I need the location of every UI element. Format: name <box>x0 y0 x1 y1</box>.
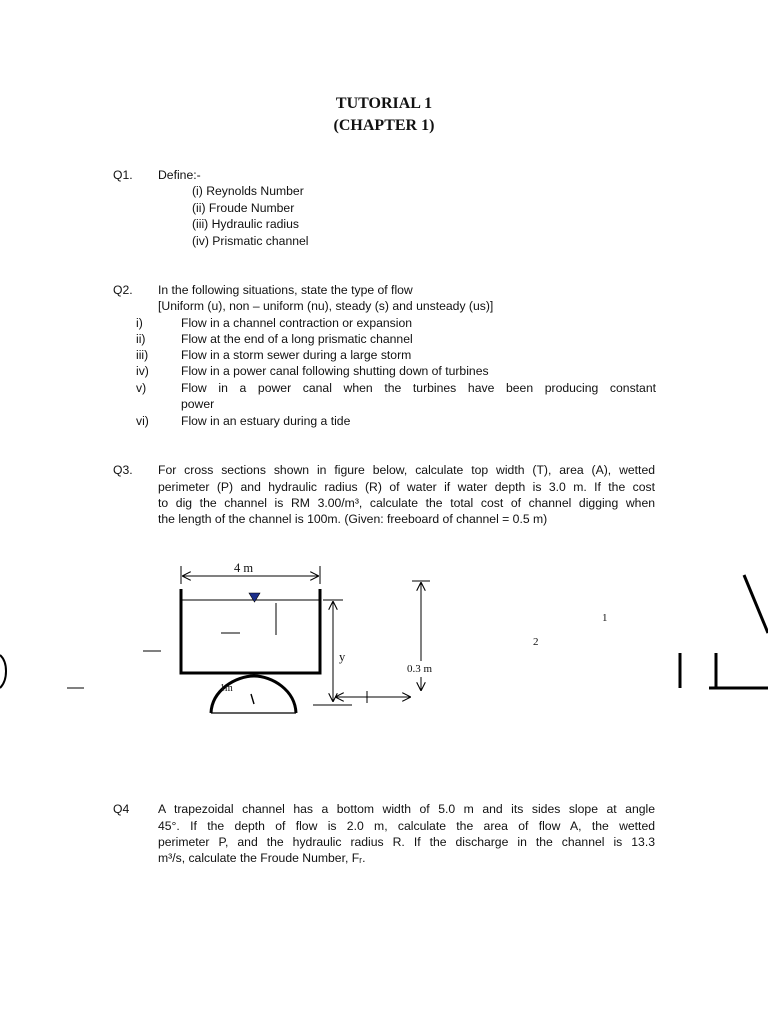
q2-item-text-continued: power <box>181 397 215 411</box>
q3-line-last: the length of the channel is 100m. (Given: freeboard of channel = 0.5 m) <box>158 512 548 526</box>
q2-item-number: vi) <box>136 414 149 428</box>
q2-item-number: ii) <box>136 332 146 346</box>
water-surface-icon <box>249 593 260 602</box>
q2-item-text: Flow in a power canal following shutting down of turbines <box>181 364 489 378</box>
freeboard-label: 0.3 m <box>407 663 433 675</box>
rectangular-channel <box>181 566 320 673</box>
page-subtitle: (CHAPTER 1) <box>333 117 435 134</box>
q1-number: Q1. <box>113 168 133 182</box>
base-dimension <box>313 691 410 705</box>
depth-label: y <box>339 650 346 664</box>
q4-line: 45°. If the depth of flow is 2.0 m, calculate the area of flow A, the wetted <box>158 819 655 833</box>
q2-item-text: Flow in a power canal when the turbines have been producing constant <box>181 381 656 395</box>
q3-line: perimeter (P) and hydraulic radius (R) of water if water depth is 3.0 m. If the cost <box>158 480 655 494</box>
q3-number: Q3. <box>113 463 133 477</box>
q1-item: (i) Reynolds Number <box>192 184 304 198</box>
q2-item-text: Flow in an estuary during a tide <box>181 414 351 428</box>
q2-lead-2: [Uniform (u), non – uniform (nu), steady (s) and unsteady (us)] <box>158 299 494 313</box>
q4-line: A trapezoidal channel has a bottom width of 5.0 m and its sides slope at angle <box>158 802 655 816</box>
q4-line: perimeter P, and the hydraulic radius R. If the discharge in the channel is 13.3 <box>158 835 655 849</box>
q2-item-text: Flow at the end of a long prismatic channel <box>181 332 413 346</box>
page-title: TUTORIAL 1 <box>335 95 433 112</box>
q1-item: (ii) Froude Number <box>192 201 295 215</box>
q2-item-number: i) <box>136 316 143 330</box>
slope-label-2: 2 <box>533 636 539 648</box>
width-label: 4 m <box>234 561 254 575</box>
q2-lead: In the following situations, state the type of flow <box>158 283 413 297</box>
q2-item-text: Flow in a channel contraction or expansion <box>181 316 413 330</box>
q3-line: to dig the channel is RM 3.00/m³, calculate the total cost of channel digging when <box>158 496 655 510</box>
q3-line: For cross sections shown in figure below, calculate top width (T), area (A), wetted <box>158 463 655 477</box>
q2-item-number: iv) <box>136 364 149 378</box>
q4-number: Q4 <box>113 802 130 816</box>
q2-item-text: Flow in a storm sewer during a large storm <box>181 348 412 362</box>
q4-line-last: m³/s, calculate the Froude Number, Fᵣ. <box>158 851 366 865</box>
q2-item-number: iii) <box>136 348 149 362</box>
q2-item-number: v) <box>136 381 147 395</box>
q1-item: (iv) Prismatic channel <box>192 234 309 248</box>
q2-number: Q2. <box>113 283 133 297</box>
q1-item: (iii) Hydraulic radius <box>192 217 300 231</box>
radius-label: 1m <box>220 683 233 694</box>
q1-lead: Define:- <box>158 168 201 182</box>
slope-label-1: 1 <box>602 612 608 624</box>
figure-fragments <box>0 575 768 688</box>
